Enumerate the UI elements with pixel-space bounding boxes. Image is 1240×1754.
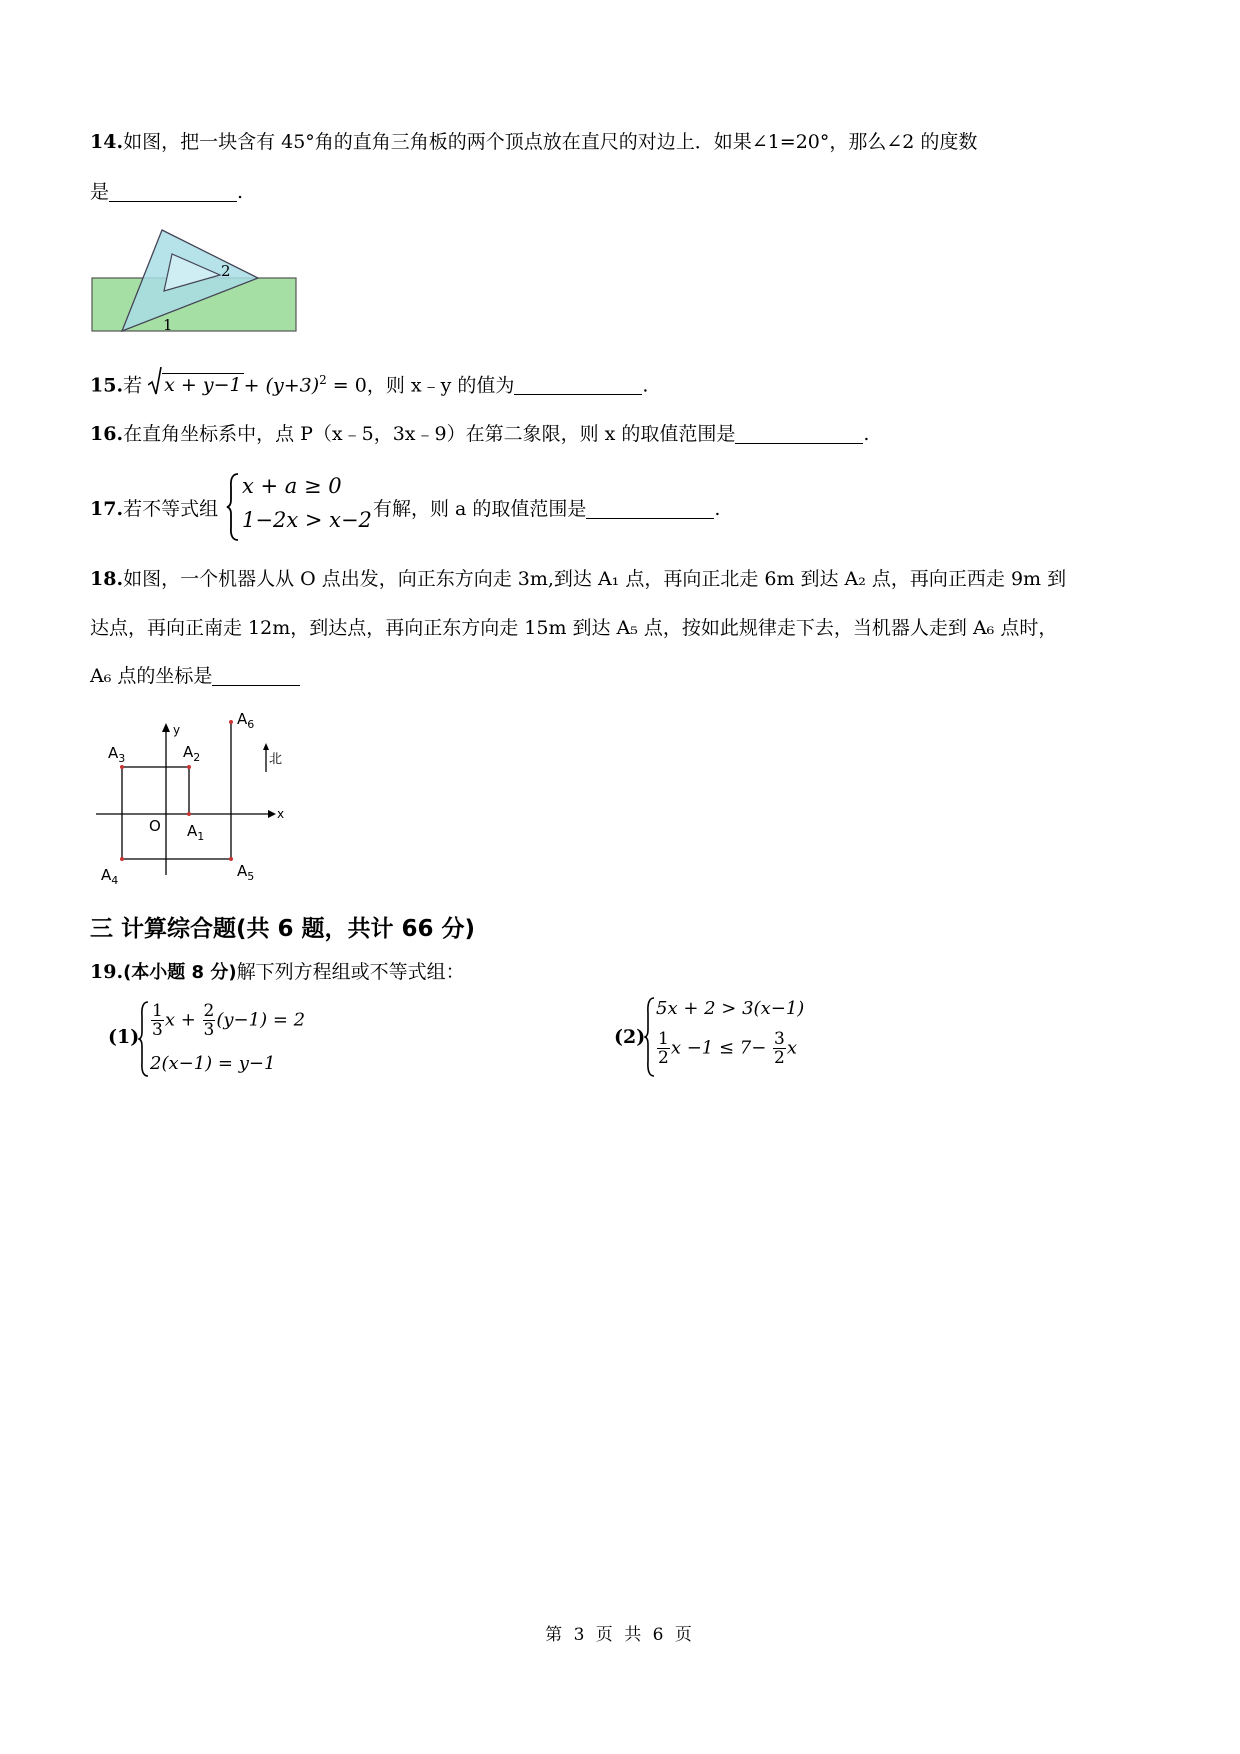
question-text: 如图，把一块含有 45°角的直角三角板的两个顶点放在直尺的对边上．如果∠1=20°，那么∠2 的度数 [123,131,978,153]
question-text: 达点，再向正南走 12m，到达点，再向正东方向走 15m 到达 A₅ 点，按如此规律走下去，当机器人走到 A₆ 点时， [90,617,1058,639]
q19-part1-brace-icon [138,1000,150,1078]
section-title: 三 计算综合题(共 6 题，共计 66 分) [90,916,476,942]
math-text: (y−1) = 2 [216,1009,306,1031]
q18-line3 [90,662,300,690]
label-A2: $A_2$ [183,743,201,764]
q19-part1-label: (1) [108,1026,140,1048]
angle-2-label: 2 [221,262,231,280]
question-text: 是 [90,181,110,203]
question-text: 若 [123,374,143,397]
north-label: 北 [269,752,283,767]
radical-sign-icon [148,367,162,397]
q19-part2-label: (2) [614,1026,646,1048]
question-text: . [237,181,244,203]
angle-1-label: 1 [163,316,173,334]
math-text: + (y+3) [243,374,320,397]
label-A4: $A_4$ [101,866,119,887]
q19-part1-row2: 2(x−1) = y−1 [150,1053,276,1074]
math-text: x [786,1037,798,1059]
q16-line [90,420,869,448]
radicand: x + y−1 [164,374,242,397]
point-A3 [120,765,124,769]
q17-row1: x + a ≥ 0 [242,474,342,498]
answer-blank[interactable] [514,374,642,395]
question-number: 19. [90,961,124,983]
math-text: = 0 [326,374,367,397]
answer-blank[interactable] [212,665,300,686]
fraction: $\frac{1}{2}$ [658,1029,669,1068]
answer-blank[interactable] [109,181,237,202]
label-O: O [149,817,161,835]
point-A1 [187,812,191,816]
x-axis-arrow-icon [268,810,276,818]
q19-part1-row1 [150,1002,305,1039]
q18-figure [96,710,296,890]
question-points: (本小题 8 分) [123,962,237,983]
question-number: 15. [90,374,124,397]
q19-part2-row2 [656,1030,797,1067]
question-number: 16. [90,423,124,445]
page-footer: 第 3 页 共 6 页 [545,1625,695,1645]
math-exponent: 2 [319,373,327,387]
question-text: 若不等式组 [123,498,219,520]
x-axis-label: x [277,807,285,821]
point-A5 [229,857,233,861]
math-text: x −1 ≤ 7− [670,1037,767,1059]
question-number: 14. [90,131,124,153]
question-text: 解下列方程组或不等式组： [236,961,465,983]
q17-row2: 1−2x > x−2 [242,508,372,532]
question-text: . [714,498,721,520]
q17-suffix [373,495,720,523]
q15-line [90,366,648,399]
robot-path [122,722,231,859]
question-text: . [863,423,870,445]
label-A6: $A_6$ [237,710,255,731]
y-axis-label: y [173,723,181,737]
point-A2 [187,765,191,769]
q17-line [90,495,218,523]
question-number: 18. [90,568,124,590]
question-text: 如图，一个机器人从 O 点出发，向正东方向走 3m,到达 A₁ 点，再向正北走 6m 到达 A₂ 点，再向正西走 9m 到 [123,568,1067,590]
label-A5: $A_5$ [237,862,255,883]
label-A3: $A_3$ [108,744,126,765]
label-A1: $A_1$ [187,822,205,843]
q17-brace-icon [226,472,240,542]
math-text: x + [164,1009,196,1031]
point-A6 [229,720,233,724]
q14-line1 [90,128,977,156]
question-number: 17. [90,498,124,520]
fraction: $\frac{2}{3}$ [203,1001,215,1040]
sqrt-expression [148,371,243,399]
q14-figure [88,228,303,338]
question-text: A₆ 点的坐标是 [90,665,213,687]
question-text: . [642,374,649,397]
q19-line [90,958,465,987]
question-text: ，则 x﹣y 的值为 [366,374,515,397]
fraction: $\frac{3}{2}$ [774,1029,785,1068]
q18-line2 [90,614,1057,642]
y-axis-arrow-icon [162,723,170,732]
q19-part2-row1: 5x + 2 > 3(x−1) [656,998,805,1019]
point-A4 [120,857,124,861]
q18-line1 [90,565,1066,593]
q19-part2-brace-icon [644,996,656,1078]
answer-blank[interactable] [735,423,863,444]
answer-blank[interactable] [586,498,714,519]
question-text: 有解，则 a 的取值范围是 [373,498,587,520]
fraction: $\frac{1}{3}$ [152,1001,163,1040]
q14-line2 [90,178,243,206]
question-text: 在直角坐标系中，点 P（x﹣5，3x﹣9）在第二象限，则 x 的取值范围是 [123,423,736,445]
